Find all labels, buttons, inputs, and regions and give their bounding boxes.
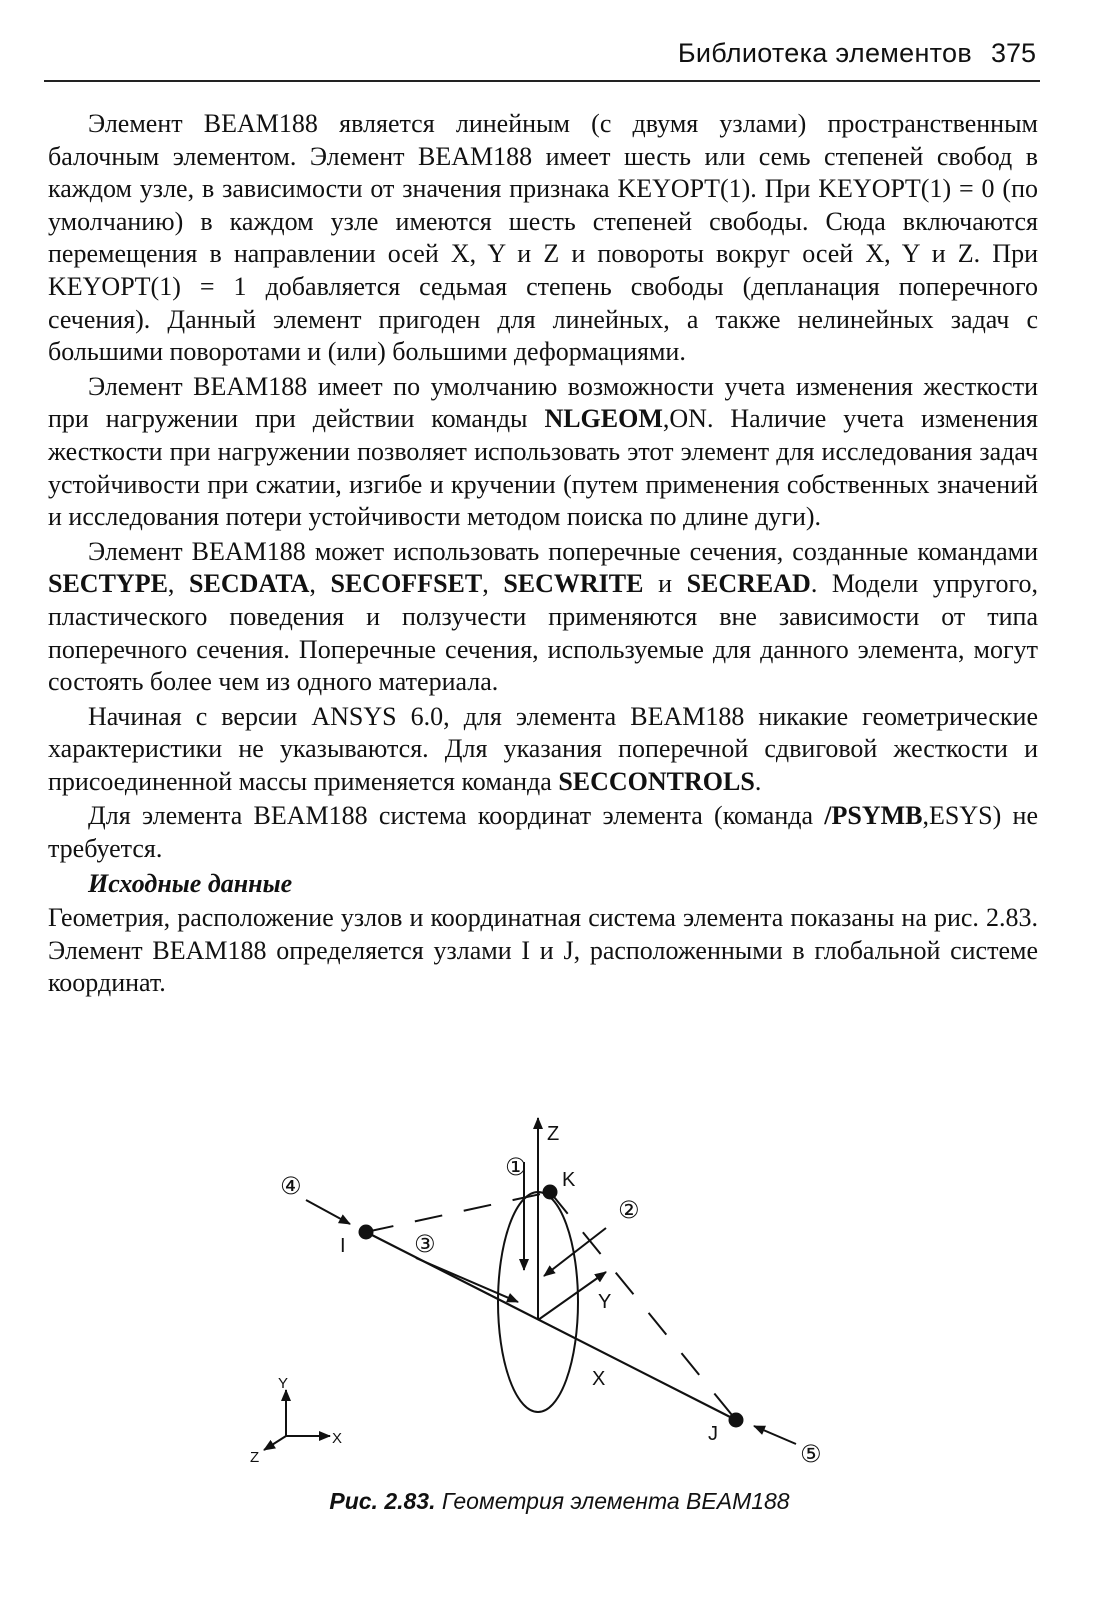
face-3-arrow <box>416 1258 518 1302</box>
dashed-line-i-k <box>366 1192 550 1232</box>
figure-caption <box>0 1488 1119 1515</box>
command-secread: SECREAD <box>686 569 811 599</box>
paragraph-5-text-a: Для элемента BEAM188 система координат элемента (команда <box>88 801 825 831</box>
global-z-axis <box>264 1436 286 1450</box>
face-marker-2: ② <box>618 1196 640 1224</box>
node-j-label: J <box>708 1423 718 1445</box>
local-x-label: X <box>592 1368 606 1390</box>
paragraph-3-text-a: Элемент BEAM188 может использовать поперечные сечения, созданные командами <box>88 536 1038 566</box>
command-nlgeom: NLGEOM <box>544 404 663 434</box>
paragraph-3 <box>48 536 1038 699</box>
command-secdata: SECDATA <box>189 569 310 599</box>
page-header <box>44 30 1040 82</box>
local-y-label: Y <box>598 1291 612 1313</box>
paragraph-4 <box>48 701 1038 799</box>
section-paragraph: Геометрия, расположение узлов и координатная система элемента показаны на рис. 2.83. Элемент BEAM188 определяется узлами I и J, расположенными в глобальной системе координат. <box>48 903 1038 998</box>
command-seccontrols: SECCONTROLS <box>558 766 755 796</box>
separator: и <box>643 569 687 599</box>
node-k-label: K <box>562 1169 576 1191</box>
beam-diagram <box>0 1100 1119 1500</box>
paragraph-2 <box>48 371 1038 534</box>
face-2-arrow <box>544 1228 606 1276</box>
face-marker-1: ① <box>505 1153 527 1181</box>
command-psymb: /PSYMB <box>824 801 923 831</box>
paragraph-2-text-b: ,ON. Наличие учета изменения жесткости при нагружении позволяет использовать этот элемент для исследования задач устойчивости при сжатии, изгибе и кручении (путем применения собственных значений и исследования потери устойчивости методом поиска по длине дуги). <box>48 404 1038 532</box>
separator: , <box>482 569 504 599</box>
running-title: Библиотека элементов <box>677 38 972 68</box>
paragraph-3-text-b: . Модели упругого, пластического поведения и ползучести применяются вне зависимости от типа поперечного сечения. Поперечные сечения, используемые для данного элемента, могут состоять более чем из одного материала. <box>48 569 1038 697</box>
separator: , <box>167 569 190 599</box>
command-secoffset: SECOFFSET <box>330 569 483 599</box>
page-number: 375 <box>990 38 1036 68</box>
global-x-label: X <box>332 1430 343 1447</box>
paragraph-4-text-b: . <box>754 766 762 796</box>
section-heading: Исходные данные <box>88 868 293 898</box>
command-sectype: SECTYPE <box>48 569 168 599</box>
node-i-label: I <box>340 1235 346 1257</box>
command-secwrite: SECWRITE <box>503 569 644 599</box>
face-marker-3: ③ <box>414 1230 436 1258</box>
face-marker-5: ⑤ <box>800 1440 822 1468</box>
global-y-label: Y <box>278 1375 289 1392</box>
paragraph-2-text-a: Элемент BEAM188 имеет по умолчанию возможности учета изменения жесткости при нагружении при действии команды <box>48 371 1038 434</box>
local-z-label: Z <box>547 1123 560 1145</box>
face-4-arrow <box>306 1200 350 1224</box>
local-y-axis <box>538 1272 606 1320</box>
paragraph-1: Элемент BEAM188 является линейным (с двумя узлами) пространственным балочным элементом. Элемент BEAM188 имеет шесть или семь степеней свобод в каждом узле, в зависимости от значения признака KEYOPT(1). При KEYOPT(1) = 0 (по умолчанию) в каждом узле имеются шесть степеней свободы. Сюда включаются перемещения в направлении осей X, Y и Z и повороты вокруг осей X, Y и Z. При KEYOPT(1) = 1 добавляется седьмая степень свободы (депланация поперечного сечения). Данный элемент пригоден для линейных, а также нелинейных задач с большими поворотами и (или) большими деформациями. <box>48 109 1038 367</box>
paragraph-5 <box>48 800 1038 865</box>
caption-number: Рис. 2.83. <box>329 1488 436 1514</box>
figure-beam188-geometry <box>0 1100 1119 1520</box>
caption-text: Геометрия элемента BEAM188 <box>435 1488 790 1514</box>
paragraph-5-text-b: ,ESYS) не требуется. <box>48 801 1038 864</box>
separator: , <box>309 569 331 599</box>
body-text <box>48 108 1038 1002</box>
face-5-arrow <box>754 1426 796 1444</box>
paragraph-4-text-a: Начиная с версии ANSYS 6.0, для элемента BEAM188 никакие геометрические характеристики не указываются. Для указания поперечной сдвиговой жесткости и присоединенной массы применяется команда <box>48 701 1038 796</box>
face-marker-4: ④ <box>280 1172 302 1200</box>
global-z-label: Z <box>250 1449 260 1466</box>
